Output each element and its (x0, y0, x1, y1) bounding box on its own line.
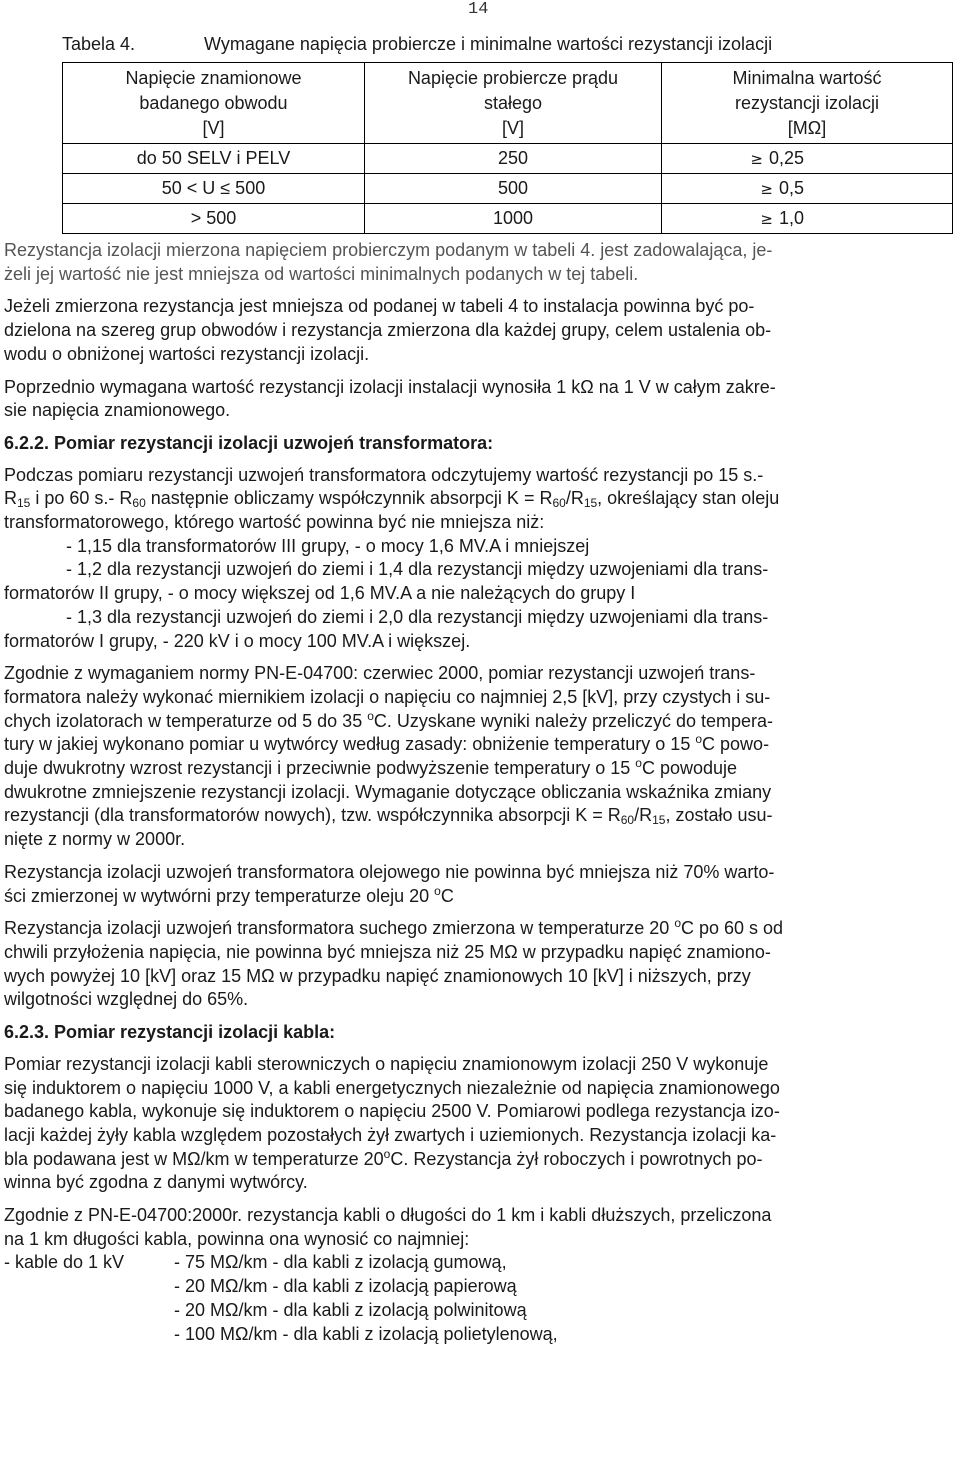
list-item: - 100 MΩ/km - dla kabli z izolacją polietylenową, (174, 1323, 558, 1344)
header-nominal-voltage: Napięcie znamionowe badanego obwodu [V] (63, 63, 365, 144)
paragraph-standard-requirement: Zgodnie z wymaganiem normy PN-E-04700: czerwiec 2000, pomiar rezystancji uzwojeń trans- formatora należy wykonać miernikiem izolacji o napięciu co najmniej 2,5 [kV], przy czystych i su- chych izolatorach w temperaturze od 5 do 35 $^o$C. Uzyskane wyniki należy przeliczyć do tempera- tury w jakiej wykonano pomiar u wytwórcy według zasady: obniżenie temperatury o 15 $^o$C powo- duje dwukrotny wzrost rezystancji i przeciwnie podwyższenie temperatury o 15 $^o$C powoduje dwukrotne zmniejszenie rezystancji izolacji. Wymaganie dotyczące obliczania wskaźnika zmiany rezystancji (dla transformatorów nowych), tzw. współczynnika absorpcji $K = R_{60}/R_{15}$, zostało usu- nięte z normy w 2000r. (4, 663, 774, 850)
table-header-row (63, 63, 953, 144)
document-body (4, 239, 956, 1355)
cell-test: 250 (365, 144, 662, 174)
list-item: - 20 MΩ/km - dla kabli z izolacją polwinitową (174, 1299, 527, 1320)
table-caption (62, 33, 952, 55)
paragraph-oil-transformer: Rezystancja izolacji uzwojeń transformatora olejowego nie powinna być mniejsza niż 70% warto- ści zmierzonej w wytwórni przy temperaturze oleju 20 $^o$C (4, 861, 775, 906)
list-item: - 1,2 dla rezystancji uzwojeń do ziemi i 1,4 dla rezystancji między uzwojeniami dla trans- (66, 559, 769, 580)
cell-test: 500 (365, 174, 662, 204)
list-item: - 20 MΩ/km - dla kabli z izolacją papierową (174, 1276, 517, 1297)
table-caption-label: Tabela 4. (62, 34, 136, 54)
cell-min: ≥ 0,5 (662, 174, 953, 204)
cell-nominal: > 500 (63, 204, 365, 234)
table-caption-title: Wymagane napięcia probiercze i minimalne wartości rezystancji izolacji (204, 34, 773, 54)
requirements-table (62, 62, 953, 234)
cell-min: ≥ 1,0 (662, 204, 953, 234)
paragraph-dry-transformer: Rezystancja izolacji uzwojeń transformatora suchego zmierzona w temperaturze 20 $^o$C po 60 s od chwili przyłożenia napięcia, nie powinna być mniejsza niż 25 MΩ w przypadku napięć znamiono- wych powyżej 10 [kV] oraz 15 MΩ w przypadku napięć znamionowych 10 [kV] i niższych, przy wilgotności względnej do 65%. (4, 916, 784, 1010)
paragraph-previous-requirement: Poprzednio wymagana wartość rezystancji izolacji instalacji wynosiła 1 kΩ na 1 V w całym zakre- sie napięcia znamionowego. (4, 376, 776, 421)
header-min-resistance: Minimalna wartość rezystancji izolacji [MΩ] (662, 63, 953, 144)
paragraph-absorption: Podczas pomiaru rezystancji uzwojeń transformatora odczytujemy wartość rezystancji po 15 s.- $R_{15}$ i po 60 s.- $R_{60}$ następnie obliczamy współczynnik absorpcji $K = R_{60}/R_{15}$, określający stan oleju transformatorowego, którego wartość powinna być nie mniejsza niż: - 1,15 dla transformatorów III grupy, - o mocy 1,6 MV.A i mniejszej - 1,2 dla rezystancji uzwojeń do ziemi i 1,4 dla rezystancji między uzwojeniami dla trans- formatorów II grupy, - o mocy większej od 1,6 MV.A a nie należących do grupy I - 1,3 dla rezystancji uzwojeń do ziemi i 2,0 dla rezystancji między uzwojeniami dla trans- formatorów I grupy, - 220 kV i o mocy 100 MV.A i większej. (4, 464, 956, 654)
table-row (63, 204, 953, 234)
section-heading-transformer: 6.2.2. Pomiar rezystancji izolacji uzwojeń transformatora: (4, 432, 494, 453)
section-heading-cable: 6.2.3. Pomiar rezystancji izolacji kabla: (4, 1022, 336, 1043)
page-number: 14 (468, 0, 489, 19)
paragraph-table-note: Rezystancja izolacji mierzona napięciem probierczym podanym w tabeli 4. jest zadowalająca, je- żeli jej wartość nie jest mniejsza od wartości minimalnych podanych w tej tabeli. (4, 240, 773, 284)
header-test-voltage: Napięcie probiercze prądu stałego [V] (365, 63, 662, 144)
table-row (63, 174, 953, 204)
paragraph-cable-measurement: Pomiar rezystancji izolacji kabli sterowniczych o napięciu znamionowym izolacji 250 V wykonuje się induktorem o napięciu 1000 V, a kabli energetycznych niezależnie od napięcia znamionowego badanego kabla, wykonuje się induktorem o napięciu 2500 V. Pomiarowi podlega rezystancja izo- lacji każdej żyły kabla względem pozostałych żył zwartych i uziemionych. Rezystancja izolacji ka- bla podawana jest w MΩ/km w temperaturze 20$^o$C. Rezystancja żył roboczych i powrotnych po- winna być zgodna z danymi wytwórcy. (4, 1053, 780, 1193)
paragraph-cable-values: Zgodnie z PN-E-04700:2000r. rezystancja kabli o długości do 1 km i kabli dłuższych, przeliczona na 1 km długości kabla, powinna ona wynosić co najmniej: - kable do 1 kV - 75 MΩ/km - dla kabli z izolacją gumową, - 20 MΩ/km - dla kabli z izolacją papierową - 20 MΩ/km - dla kabli z izolacją polwinitową - 100 MΩ/km - dla kabli z izolacją polietylenową, (4, 1204, 956, 1346)
cell-nominal: 50 < U ≤ 500 (63, 174, 365, 204)
cell-test: 1000 (365, 204, 662, 234)
cell-min: ≥ 0,25 (662, 144, 953, 174)
cell-nominal: do 50 SELV i PELV (63, 144, 365, 174)
paragraph-subdivision: Jeżeli zmierzona rezystancja jest mniejsza od podanej w tabeli 4 to instalacja powinna być po- dzielona na szereg grup obwodów i rezystancja zmierzona dla każdej grupy, celem ustalenia ob- wodu o obniżonej wartości rezystancji izolacji. (4, 296, 772, 364)
list-item: - kable do 1 kV - 75 MΩ/km - dla kabli z izolacją gumową, (4, 1252, 507, 1273)
list-item: - 1,3 dla rezystancji uzwojeń do ziemi i 2,0 dla rezystancji między uzwojeniami dla trans- (66, 606, 769, 627)
list-item: - 1,15 dla transformatorów III grupy, - o mocy 1,6 MV.A i mniejszej (66, 535, 590, 556)
table-row (63, 144, 953, 174)
